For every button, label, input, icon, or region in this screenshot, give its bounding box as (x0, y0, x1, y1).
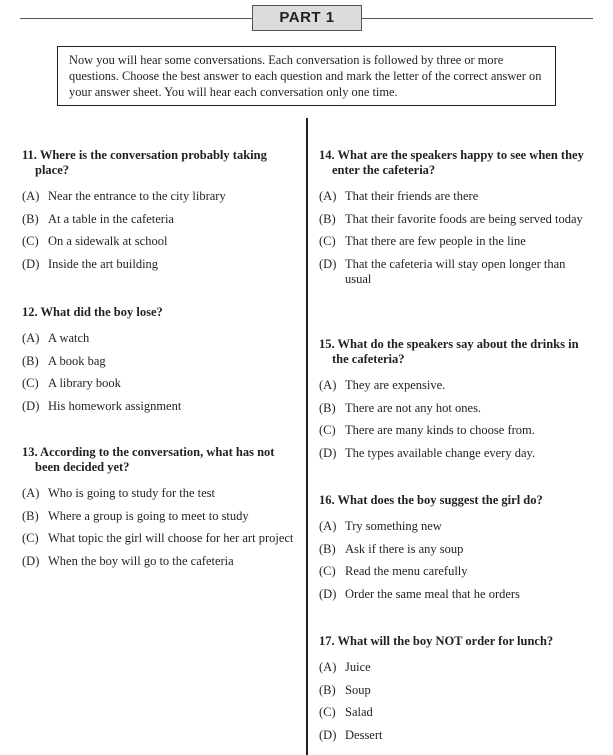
question-17 (319, 634, 591, 750)
question-text: 13. According to the conversation, what has not been decided yet? (22, 445, 275, 474)
option-b (319, 683, 591, 698)
option-text: What topic the girl will choose for her art project (48, 531, 294, 545)
option-c (22, 234, 290, 249)
option-text: Soup (345, 682, 371, 697)
option-c (319, 423, 591, 438)
option-text: Try something new (345, 519, 442, 533)
column-divider (306, 118, 308, 755)
question-text: 16. What does the boy suggest the girl do? (319, 493, 543, 507)
option-letter: (D) (319, 445, 337, 460)
option-letter: (C) (22, 531, 39, 545)
option-d (22, 257, 290, 272)
option-text: That the cafeteria will stay open longer than usual (345, 256, 566, 286)
option-letter: (A) (319, 660, 337, 674)
option-letter: (C) (319, 423, 336, 437)
option-text: Who is going to study for the test (48, 486, 215, 500)
option-text: A book bag (48, 353, 106, 368)
option-letter: (B) (319, 400, 336, 415)
option-text: Ask if there is any soup (345, 541, 464, 556)
header-rule-right (362, 18, 593, 19)
option-letter: (D) (22, 398, 40, 413)
option-text: That their friends are there (345, 189, 479, 203)
option-a (319, 189, 591, 204)
option-text: Read the menu carefully (345, 564, 468, 578)
option-text: A watch (48, 331, 90, 345)
option-text: At a table in the cafeteria (48, 211, 174, 226)
option-letter: (B) (22, 211, 39, 226)
option-a (319, 519, 591, 534)
option-a (22, 189, 290, 204)
question-text: 12. What did the boy lose? (22, 305, 163, 319)
option-b (22, 212, 290, 227)
instructions-box: Now you will hear some conversations. Each conversation is followed by three or more questions. Choose the best answer to each question and mark the letter of the correct answer on your answer sheet. You will hear each conversation only one time. (57, 46, 556, 106)
option-letter: (D) (319, 586, 337, 601)
question-12 (22, 305, 290, 421)
option-text: They are expensive. (345, 378, 446, 392)
option-letter: (B) (22, 508, 39, 523)
option-letter: (C) (319, 234, 336, 248)
option-text: Dessert (345, 727, 383, 742)
question-14 (319, 148, 591, 294)
option-c (319, 234, 591, 249)
option-a (319, 660, 591, 675)
question-13 (22, 445, 294, 576)
option-text: Where a group is going to meet to study (48, 508, 249, 523)
option-text: Salad (345, 705, 373, 719)
option-letter: (A) (319, 519, 337, 533)
option-text: There are many kinds to choose from. (345, 423, 535, 437)
option-d (319, 446, 591, 461)
option-letter: (B) (319, 682, 336, 697)
option-text: The types available change every day. (345, 445, 536, 460)
option-letter: (B) (319, 541, 336, 556)
option-letter: (C) (319, 564, 336, 578)
option-text: His homework assignment (48, 398, 182, 413)
option-d (319, 587, 591, 602)
question-text: 14. What are the speakers happy to see when they enter the cafeteria? (319, 148, 584, 177)
question-text: 17. What will the boy NOT order for lunch? (319, 634, 554, 648)
option-letter: (B) (319, 211, 336, 226)
option-letter: (D) (22, 256, 40, 271)
question-15 (319, 337, 591, 468)
option-c (22, 531, 294, 546)
option-b (22, 509, 294, 524)
option-d (319, 728, 591, 743)
option-letter: (D) (319, 256, 337, 271)
option-b (22, 354, 290, 369)
option-c (319, 705, 591, 720)
option-text: Inside the art building (48, 256, 159, 271)
option-d (22, 399, 290, 414)
option-letter: (A) (319, 378, 337, 392)
option-c (319, 564, 591, 579)
option-letter: (C) (319, 705, 336, 719)
option-text: That their favorite foods are being served today (345, 211, 583, 226)
option-b (319, 212, 591, 227)
option-letter: (C) (22, 234, 39, 248)
option-letter: (D) (22, 553, 40, 568)
option-text: On a sidewalk at school (48, 234, 168, 248)
option-text: That there are few people in the line (345, 234, 526, 248)
option-d (319, 257, 591, 287)
option-letter: (C) (22, 376, 39, 390)
option-letter: (B) (22, 353, 39, 368)
option-b (319, 542, 591, 557)
option-a (22, 331, 290, 346)
option-c (22, 376, 290, 391)
question-16 (319, 493, 591, 609)
option-b (319, 401, 591, 416)
option-text: When the boy will go to the cafeteria (48, 553, 234, 568)
header-rule-left (20, 18, 252, 19)
option-a (319, 378, 591, 393)
option-text: There are not any hot ones. (345, 400, 482, 415)
question-11 (22, 148, 290, 279)
option-letter: (D) (319, 727, 337, 742)
option-letter: (A) (22, 331, 40, 345)
question-text: 15. What do the speakers say about the drinks in the cafeteria? (319, 337, 579, 366)
option-letter: (A) (22, 189, 40, 203)
option-letter: (A) (22, 486, 40, 500)
option-letter: (A) (319, 189, 337, 203)
option-text: Order the same meal that he orders (345, 586, 520, 601)
option-text: Juice (345, 660, 371, 674)
question-text: 11. Where is the conversation probably taking place? (22, 148, 267, 177)
option-text: Near the entrance to the city library (48, 189, 226, 203)
part-label: PART 1 (252, 5, 362, 31)
option-a (22, 486, 294, 501)
option-d (22, 554, 294, 569)
option-text: A library book (48, 376, 121, 390)
